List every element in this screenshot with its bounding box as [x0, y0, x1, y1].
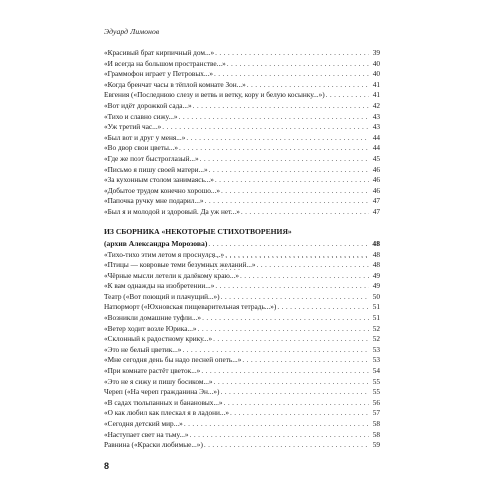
- toc-entry-title: «Ветер ходит возле Юрика...»: [104, 323, 197, 333]
- toc-entry-title: «О как любил как плескал я в ладони...»: [104, 408, 230, 418]
- toc-entry: [104, 377, 380, 388]
- toc-entry-title: «Вот идёт дорожкой сада...»: [104, 100, 192, 110]
- toc-entry-page: 58: [372, 419, 380, 428]
- leader-dots: [242, 355, 369, 366]
- toc-entry-page: 44: [372, 132, 380, 142]
- leader-dots: [213, 334, 369, 345]
- page-number: 8: [104, 461, 110, 471]
- toc-entry: [104, 302, 380, 313]
- toc-entry: [104, 122, 380, 133]
- toc-entry-title: «Где же поэт быстроглазый...»: [104, 153, 199, 163]
- leader-dots: [227, 59, 369, 70]
- leader-dots: [241, 207, 369, 218]
- toc-entry-page: 47: [372, 206, 380, 216]
- toc-entry: [104, 387, 380, 398]
- leader-dots: [204, 440, 369, 451]
- toc-entry-title: «Когда бренчат часы в тёплой комнате Зон...»: [104, 79, 246, 89]
- toc-entry-page: 52: [372, 334, 380, 344]
- toc-entry-title: «Это не я сижу и пишу босиком...»: [104, 376, 213, 386]
- toc-entry-page: 51: [372, 313, 380, 323]
- leader-dots: [215, 175, 369, 186]
- toc-entry-page: 59: [372, 440, 380, 450]
- leader-dots: [205, 196, 369, 207]
- toc-entry: [104, 165, 380, 176]
- toc-entry-title: «Возникли домашние туфли...»: [104, 313, 202, 323]
- leader-dots: [202, 313, 369, 324]
- leader-dots: [201, 366, 369, 377]
- toc-entry-title: «К вам однажды на изобретении...»: [104, 281, 215, 291]
- toc-entry-page: 43: [372, 111, 380, 121]
- toc-entry-title: «Уж третий час...»: [104, 122, 162, 132]
- toc-entry-title: «Сегодня детский мир...»: [104, 419, 183, 428]
- toc-entry: [104, 355, 380, 366]
- leader-dots: [220, 387, 369, 398]
- leader-dots: [162, 122, 369, 133]
- toc-entry: [104, 292, 380, 303]
- leader-dots: [224, 398, 369, 409]
- toc-entry: [104, 430, 380, 441]
- toc-entry-title: «Это не белый цветик...»: [104, 344, 182, 354]
- leader-dots: [215, 281, 369, 292]
- toc-entry-title: «Красивый брат кирпичный дом...»: [104, 48, 215, 57]
- toc-entry-title: «При комнате растёт цветок...»: [104, 366, 201, 376]
- leader-dots: [198, 324, 369, 335]
- leader-dots: [193, 101, 369, 112]
- toc-entry-page: 53: [372, 355, 380, 365]
- leader-dots: [277, 302, 369, 313]
- toc-entry-page: 46: [372, 175, 380, 185]
- leader-dots: [200, 154, 369, 165]
- toc-entry-title: «Тихо-тихо этим летом я проснулся...»: [104, 249, 225, 259]
- toc-entry-title: «Папочка ручку мне подарил...»: [104, 196, 204, 206]
- toc-entry: [104, 80, 380, 91]
- leader-dots: [326, 90, 369, 101]
- toc-entry-title: Равнина («Краски любимые...»): [104, 440, 203, 450]
- toc-list-b: [104, 250, 380, 451]
- toc-entry: [104, 133, 380, 144]
- section-gap: [104, 218, 380, 227]
- leader-dots: [221, 292, 369, 303]
- toc-entry: [104, 271, 380, 282]
- toc-entry: [104, 101, 380, 112]
- toc-entry: [104, 143, 380, 154]
- toc-entry-page: 40: [372, 69, 380, 79]
- toc-entry-title: «Граммофон играет у Петровых...»: [104, 69, 213, 79]
- leader-dots: [247, 80, 369, 91]
- toc-entry-title: «В садах тюльпанных и банановых...»: [104, 397, 223, 407]
- toc-list-a: [104, 48, 380, 218]
- section-page: 48: [372, 238, 380, 248]
- toc-entry-page: 42: [372, 100, 380, 110]
- toc-entry-title: «Склонный к радостному крику...»: [104, 334, 213, 344]
- toc-entry-title: «Мне сегодня день бы надо песней опеть...»: [104, 355, 242, 365]
- toc-entry: [104, 207, 380, 218]
- leader-dots: [186, 133, 369, 144]
- toc-entry: [104, 48, 380, 59]
- toc-entry: [104, 334, 380, 345]
- leader-dots: [230, 408, 369, 419]
- leader-dots: [221, 186, 369, 197]
- section-heading: ИЗ СБОРНИКА «НЕКОТОРЫЕ СТИХОТВОРЕНИЯ»: [104, 226, 292, 236]
- leader-dots: [209, 165, 369, 176]
- toc-entry: [104, 186, 380, 197]
- toc-entry-page: 44: [372, 143, 380, 153]
- toc-entry: [104, 260, 380, 271]
- toc-entry: [104, 90, 380, 101]
- toc-entry-page: 49: [372, 281, 380, 291]
- toc-entry: [104, 313, 380, 324]
- toc-entry-page: 40: [372, 58, 380, 68]
- toc-entry-page: 55: [372, 376, 380, 386]
- toc-entry-page: 57: [372, 408, 380, 418]
- toc-entry: [104, 59, 380, 70]
- leader-dots: [190, 430, 369, 441]
- toc-entry-page: 39: [372, 48, 380, 57]
- leader-dots: [214, 377, 369, 388]
- toc-entry: [104, 196, 380, 207]
- leader-dots: [240, 271, 369, 282]
- leader-dots: [184, 419, 369, 430]
- toc-entry: [104, 408, 380, 419]
- toc-entry: [104, 250, 380, 261]
- toc-entry: [104, 154, 380, 165]
- toc-entry-page: 48: [372, 260, 380, 270]
- toc-entry-page: 54: [372, 366, 380, 376]
- section-subheading-row: [104, 238, 380, 250]
- toc-entry: [104, 419, 380, 430]
- table-of-contents: [104, 48, 380, 451]
- toc-entry-page: 48: [372, 249, 380, 259]
- toc-entry-title: Евгения («Последнюю слезу и ветвь и ветку, кору и белую косынку...»): [104, 90, 325, 100]
- leader-dots: [225, 250, 369, 261]
- toc-entry: [104, 366, 380, 377]
- toc-entry-title: «За кухонным столом занимаясь...»: [104, 175, 214, 185]
- toc-entry-page: 52: [372, 323, 380, 333]
- toc-entry-title: «Чёрные мысли летели к далёкому краю...»: [104, 270, 239, 280]
- leader-dots: [182, 345, 369, 356]
- toc-entry-page: 41: [372, 90, 380, 100]
- running-header: Эдуард Лимонов: [104, 27, 160, 36]
- leader-dots: [179, 112, 369, 123]
- toc-entry-page: 50: [372, 291, 380, 301]
- toc-entry: [104, 398, 380, 409]
- toc-entry-title: Натюрморт («Юхновская пищеварительная тетрадь...»): [104, 302, 277, 312]
- section-subheading: (архив Александра Морозова): [104, 238, 208, 248]
- toc-entry-title: «Тихо и славно сижу...»: [104, 111, 178, 121]
- toc-entry-title: «Наступает свет на тьму...»: [104, 429, 189, 439]
- toc-entry-page: 58: [372, 429, 380, 439]
- toc-entry-title: «Птицы — ковровые теми безумных желаний...»: [104, 260, 256, 270]
- leader-dots: [215, 48, 369, 59]
- toc-entry-title: «Был я и молодой и здоровый. Да уж нет...»: [104, 206, 240, 216]
- toc-entry-title: «Письмо я пишу своей матери...»: [104, 164, 208, 174]
- toc-entry-page: 46: [372, 164, 380, 174]
- toc-entry-title: «Добытое трудом конечно хорошо...»: [104, 185, 221, 195]
- toc-entry-page: 53: [372, 344, 380, 354]
- toc-entry-title: Череп («На череп гражданина Эн...»): [104, 387, 220, 397]
- toc-entry: [104, 440, 380, 451]
- toc-entry: [104, 175, 380, 186]
- toc-entry-page: 46: [372, 185, 380, 195]
- toc-entry-page: 43: [372, 122, 380, 132]
- toc-entry-page: 41: [372, 79, 380, 89]
- toc-entry-title: Театр («Вот поющий и плачущий...»): [104, 291, 220, 301]
- leader-dots: [214, 69, 369, 80]
- toc-entry: [104, 112, 380, 123]
- toc-entry-page: 47: [372, 196, 380, 206]
- toc-entry-page: 56: [372, 397, 380, 407]
- toc-entry-page: 45: [372, 153, 380, 163]
- toc-entry-page: 49: [372, 270, 380, 280]
- toc-entry: [104, 345, 380, 356]
- leader-dots: [257, 260, 369, 271]
- toc-entry-title: «Был вот и друг у меня...»: [104, 132, 186, 142]
- toc-entry-title: «И всегда на большом пространстве...»: [104, 58, 226, 68]
- toc-entry-title: «Во двор свои цветы...»: [104, 143, 178, 153]
- toc-entry-page: 51: [372, 302, 380, 312]
- toc-entry: [104, 281, 380, 292]
- toc-entry-page: 55: [372, 387, 380, 397]
- toc-entry: [104, 324, 380, 335]
- toc-entry: [104, 69, 380, 80]
- leader-dots: [179, 143, 369, 154]
